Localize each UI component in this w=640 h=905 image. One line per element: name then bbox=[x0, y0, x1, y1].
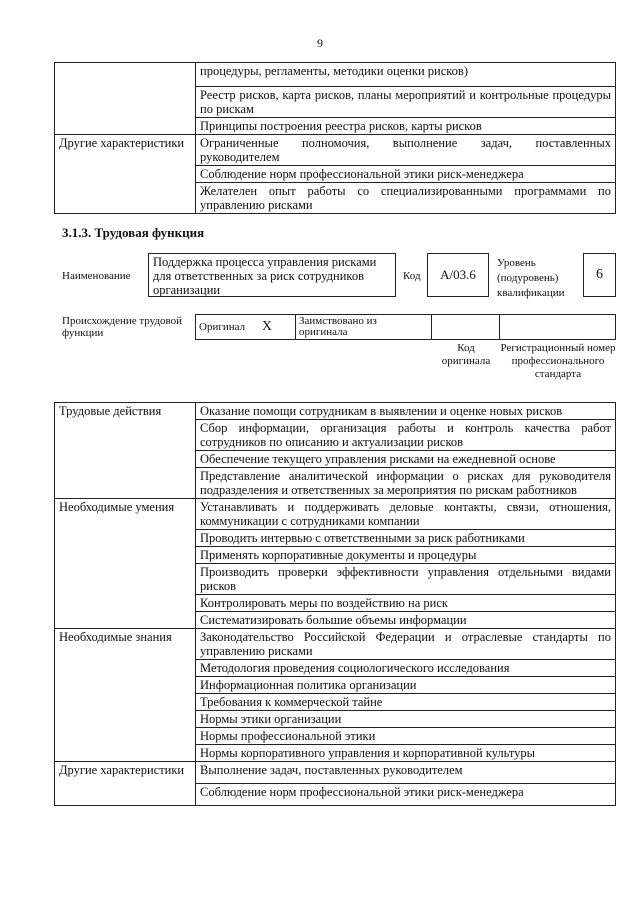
group-item: Информационная политика организации bbox=[196, 677, 616, 694]
group-label: Необходимые умения bbox=[55, 499, 196, 629]
origin-table bbox=[195, 314, 616, 340]
reg-number-cell bbox=[500, 315, 616, 340]
group-item: Требования к коммерческой тайне bbox=[196, 694, 616, 711]
page-number: 9 bbox=[317, 36, 323, 50]
name-label: Наименование bbox=[62, 270, 131, 282]
top-characteristics-table bbox=[54, 62, 616, 214]
row-label bbox=[55, 63, 196, 135]
original-mark: X bbox=[261, 319, 272, 334]
table-row bbox=[55, 499, 616, 530]
origin-label: Происхождение трудовой функции bbox=[62, 315, 183, 339]
group-item: Методология проведения социологического исследования bbox=[196, 660, 616, 677]
row-description: процедуры, регламенты, методики оценки рисков) bbox=[196, 63, 616, 87]
group-item: Обеспечение текущего управления рисками на ежедневной основе bbox=[196, 451, 616, 468]
group-label: Другие характеристики bbox=[55, 762, 196, 806]
function-name-box bbox=[148, 253, 396, 297]
table-row bbox=[55, 762, 616, 784]
section-title: 3.1.3. Трудовая функция bbox=[62, 225, 205, 240]
row-description: Реестр рисков, карта рисков, планы мероприятий и контрольные процедуры по рискам bbox=[196, 87, 616, 118]
original-cell bbox=[196, 315, 296, 340]
group-item: Устанавливать и поддерживать деловые контакты, связи, отношения, коммуникации с сотрудниками компании bbox=[196, 499, 616, 530]
group-item: Сбор информации, организация работы и контроль качества работ сотрудников по описанию и актуализации рисков bbox=[196, 420, 616, 451]
group-item: Проводить интервью с ответственными за риск работниками bbox=[196, 530, 616, 547]
group-item: Применять корпоративные документы и процедуры bbox=[196, 547, 616, 564]
origin-code-cell bbox=[432, 315, 500, 340]
row-description: Принципы построения реестра рисков, карты рисков bbox=[196, 118, 616, 135]
level-label: Уровень (подуровень) квалификации bbox=[497, 257, 565, 299]
group-item: Контролировать меры по воздействию на риск bbox=[196, 595, 616, 612]
group-item: Нормы профессиональной этики bbox=[196, 728, 616, 745]
level-value: 6 bbox=[596, 267, 603, 282]
main-function-table bbox=[54, 402, 616, 806]
group-label: Необходимые знания bbox=[55, 629, 196, 762]
row-description: Ограниченные полномочия, выполнение задач, поставленных руководителем bbox=[196, 135, 616, 166]
group-item: Законодательство Российской Федерации и отраслевые стандарты по управлению рисками bbox=[196, 629, 616, 660]
group-item: Представление аналитической информации о рисках для руководителя подразделения и ответственных за мероприятия по рискам работников bbox=[196, 468, 616, 499]
level-box bbox=[583, 253, 616, 297]
table-row bbox=[55, 403, 616, 420]
row-description: Соблюдение норм профессиональной этики риск-менеджера bbox=[196, 166, 616, 183]
reg-caption: Регистрационный номер профессионального стандарта bbox=[500, 342, 616, 380]
group-item: Выполнение задач, поставленных руководителем bbox=[196, 762, 616, 784]
group-label: Трудовые действия bbox=[55, 403, 196, 499]
group-item: Нормы этики организации bbox=[196, 711, 616, 728]
row-label: Другие характеристики bbox=[55, 135, 196, 214]
code-caption: Код оригинала bbox=[441, 342, 491, 367]
group-item: Оказание помощи сотрудникам в выявлении и оценке новых рисков bbox=[196, 403, 616, 420]
code-box bbox=[427, 253, 489, 297]
group-item: Соблюдение норм профессиональной этики риск-менеджера bbox=[196, 784, 616, 806]
table-row bbox=[55, 135, 616, 166]
row-description: Желателен опыт работы со специализированными программами по управлению рисками bbox=[196, 183, 616, 214]
table-row bbox=[55, 629, 616, 660]
code-label: Код bbox=[403, 270, 421, 282]
group-item: Нормы корпоративного управления и корпоративной культуры bbox=[196, 745, 616, 762]
group-item: Систематизировать большие объемы информации bbox=[196, 612, 616, 629]
borrowed-cell bbox=[296, 315, 432, 340]
function-code: А/03.6 bbox=[440, 267, 476, 282]
group-item: Производить проверки эффективности управления отдельными видами рисков bbox=[196, 564, 616, 595]
borrowed-label: Заимствовано из оригинала bbox=[299, 315, 377, 338]
function-name: Поддержка процесса управления рисками для ответственных за риск сотрудников организации bbox=[153, 255, 377, 297]
table-row bbox=[55, 63, 616, 87]
original-label: Оригинал bbox=[199, 321, 246, 333]
